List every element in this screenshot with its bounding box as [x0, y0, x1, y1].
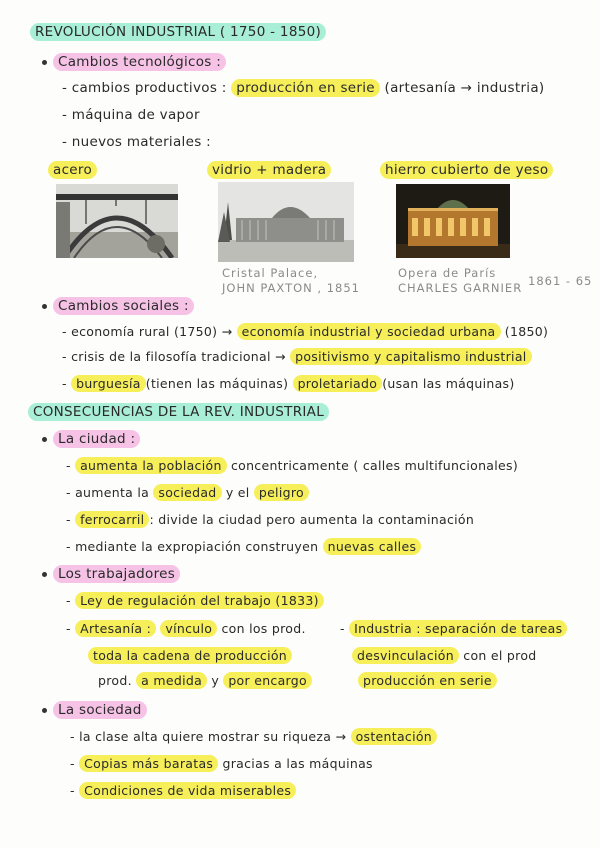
- material-label: acero: [48, 162, 97, 178]
- list-item: - máquina de vapor: [62, 107, 200, 123]
- material-label: hierro cubierto de yeso: [380, 162, 553, 178]
- bullet-icon: [42, 437, 47, 442]
- opera-garnier-photo: [396, 184, 510, 258]
- section-heading-sociales: Cambios sociales :: [42, 298, 194, 314]
- caption: 1861 - 65: [528, 274, 593, 288]
- section-title-consecuencias: CONSECUENCIAS DE LA REV. INDUSTRIAL: [28, 404, 329, 420]
- list-item: - ferrocarril : divide la ciudad pero aumenta la contaminación: [66, 512, 475, 527]
- list-item: - Copias más baratas gracias a las máquinas: [70, 756, 373, 771]
- list-item: toda la cadena de producción: [88, 648, 292, 663]
- list-item: - la clase alta quiere mostrar su riqueza → ostentación: [70, 729, 437, 744]
- section-heading-sociedad: La sociedad: [42, 702, 147, 718]
- crystal-palace-photo: [218, 182, 354, 262]
- bullet-icon: [42, 60, 47, 65]
- caption: JOHN PAXTON , 1851: [222, 281, 361, 295]
- section-heading-ciudad: La ciudad :: [42, 431, 140, 447]
- list-item: - Condiciones de vida miserables: [70, 783, 296, 798]
- list-item: - cambios productivos : producción en serie (artesanía → industria): [62, 80, 545, 96]
- bullet-icon: [42, 304, 47, 309]
- bullet-icon: [42, 708, 47, 713]
- list-item: - Artesanía : vínculo con los prod.: [66, 621, 306, 636]
- list-item: - aumenta la sociedad y el peligro: [66, 485, 309, 500]
- list-item: - burguesía (tienen las máquinas) proletariado (usan las máquinas): [62, 376, 515, 391]
- iron-bridge-photo: [56, 184, 178, 258]
- section-heading-tecnologicos: Cambios tecnológicos :: [42, 54, 226, 70]
- list-item: prod. a medida y por encargo: [98, 673, 312, 688]
- list-item: producción en serie: [358, 673, 497, 688]
- list-item: - Industria : separación de tareas: [340, 621, 567, 636]
- bullet-icon: [42, 572, 47, 577]
- list-item: - aumenta la población concentricamente ( calles multifuncionales): [66, 458, 519, 473]
- caption: Opera de París: [398, 266, 497, 280]
- list-item: desvinculación con el prod: [352, 648, 537, 663]
- section-heading-trabajadores: Los trabajadores: [42, 566, 180, 582]
- list-item: - nuevos materiales :: [62, 134, 211, 150]
- caption: Cristal Palace,: [222, 266, 319, 280]
- caption: CHARLES GARNIER: [398, 281, 523, 295]
- material-label: vidrio + madera: [207, 162, 331, 178]
- page-title: REVOLUCIÓN INDUSTRIAL ( 1750 - 1850): [30, 24, 326, 40]
- list-item: - Ley de regulación del trabajo (1833): [66, 593, 324, 608]
- list-item: - crisis de la filosofía tradicional → positivismo y capitalismo industrial: [62, 349, 532, 364]
- list-item: - mediante la expropiación construyen nuevas calles: [66, 539, 421, 554]
- list-item: - economía rural (1750) → economía industrial y sociedad urbana (1850): [62, 324, 549, 339]
